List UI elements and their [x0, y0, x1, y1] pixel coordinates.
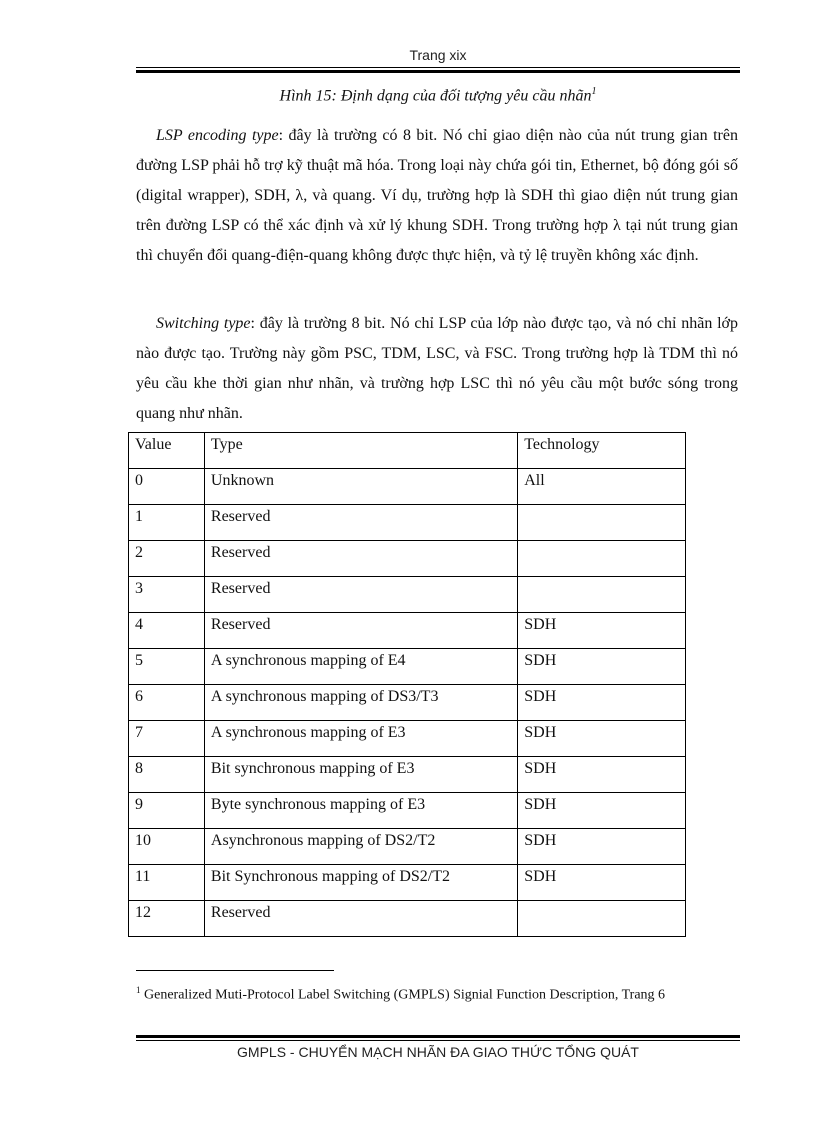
table-row: [129, 757, 686, 793]
cell-type: A synchronous mapping of DS3/T3: [204, 685, 517, 721]
table-row: [129, 793, 686, 829]
paragraph-switching-type: [136, 309, 738, 429]
table-header-row: [129, 433, 686, 469]
footnote-text: Generalized Muti-Protocol Label Switching (GMPLS) Signial Function Description, Trang 6: [140, 987, 666, 1003]
figure-caption: [136, 86, 740, 105]
table-row: [129, 649, 686, 685]
header-cell-type: Type: [204, 433, 517, 469]
cell-value: 1: [129, 505, 205, 541]
table-row: [129, 577, 686, 613]
cell-technology: [518, 901, 686, 937]
cell-type: Asynchronous mapping of DS2/T2: [204, 829, 517, 865]
cell-technology: SDH: [518, 865, 686, 901]
table-row: [129, 469, 686, 505]
cell-value: 12: [129, 901, 205, 937]
cell-technology: [518, 541, 686, 577]
cell-value: 11: [129, 865, 205, 901]
cell-value: 8: [129, 757, 205, 793]
switching-type-table: [128, 432, 686, 937]
cell-value: 10: [129, 829, 205, 865]
cell-type: Reserved: [204, 577, 517, 613]
table-row: [129, 685, 686, 721]
page-header: Trang xix: [409, 47, 467, 63]
cell-technology: SDH: [518, 721, 686, 757]
term-switching-type: Switching type: [156, 315, 251, 332]
cell-value: 0: [129, 469, 205, 505]
table-row: [129, 721, 686, 757]
header-cell-technology: Technology: [518, 433, 686, 469]
cell-technology: All: [518, 469, 686, 505]
cell-type: A synchronous mapping of E4: [204, 649, 517, 685]
cell-value: 2: [129, 541, 205, 577]
table-row: [129, 901, 686, 937]
cell-type: Reserved: [204, 613, 517, 649]
cell-value: 9: [129, 793, 205, 829]
cell-type: Bit synchronous mapping of E3: [204, 757, 517, 793]
table-row: [129, 505, 686, 541]
figure-caption-text: Hình 15: Định dạng của đối tượng yêu cầu nhãn: [279, 87, 592, 105]
cell-value: 7: [129, 721, 205, 757]
paragraph-lsp-encoding: [136, 121, 738, 271]
footnote: [136, 980, 698, 1006]
cell-technology: SDH: [518, 757, 686, 793]
cell-technology: SDH: [518, 649, 686, 685]
table-row: [129, 865, 686, 901]
header-cell-value: Value: [129, 433, 205, 469]
page-footer: GMPLS - CHUYỂN MẠCH NHÃN ĐA GIAO THỨC TỔNG QUÁT: [237, 1044, 639, 1060]
cell-type: Reserved: [204, 541, 517, 577]
cell-technology: [518, 577, 686, 613]
table-row: [129, 613, 686, 649]
term-lsp-encoding: LSP encoding type: [156, 127, 279, 144]
table-row: [129, 541, 686, 577]
cell-type: A synchronous mapping of E3: [204, 721, 517, 757]
cell-type: Byte synchronous mapping of E3: [204, 793, 517, 829]
cell-type: Unknown: [204, 469, 517, 505]
cell-value: 5: [129, 649, 205, 685]
footer-divider: [136, 1035, 740, 1041]
cell-value: 6: [129, 685, 205, 721]
cell-value: 3: [129, 577, 205, 613]
cell-technology: SDH: [518, 829, 686, 865]
cell-value: 4: [129, 613, 205, 649]
paragraph-body: : đây là trường có 8 bit. Nó chỉ giao diện nào của nút trung gian trên đường LSP phải hỗ trợ kỹ thuật mã hóa. Trong loại này chứa gói tin, Ethernet, bộ đóng gói số (digital wrapper), SDH, λ, và quang. Ví dụ, trường hợp là SDH thì giao diện nút trung gian trên đường LSP có thể xác định và xử lý khung SDH. Trong trường hợp λ tại nút trung gian thì chuyển đổi quang-điện-quang không được thực hiện, và tỷ lệ truyền không xác định.: [136, 127, 738, 264]
cell-type: Bit Synchronous mapping of DS2/T2: [204, 865, 517, 901]
footnote-divider: [136, 970, 334, 971]
cell-technology: SDH: [518, 685, 686, 721]
table-row: [129, 829, 686, 865]
cell-type: Reserved: [204, 505, 517, 541]
footnote-marker: 1: [136, 985, 141, 995]
cell-technology: SDH: [518, 613, 686, 649]
cell-technology: SDH: [518, 793, 686, 829]
header-divider: [136, 67, 740, 73]
cell-technology: [518, 505, 686, 541]
paragraph-body: : đây là trường 8 bit. Nó chỉ LSP của lớp nào được tạo, và nó chỉ nhãn lớp nào được tạo. Trường này gồm PSC, TDM, LSC, và FSC. Trong trường hợp là TDM thì nó yêu cầu khe thời gian như nhãn, và trường hợp LSC thì nó yêu cầu một bước sóng trong quang như nhãn.: [136, 315, 738, 422]
cell-type: Reserved: [204, 901, 517, 937]
footnote-ref: 1: [591, 86, 597, 97]
